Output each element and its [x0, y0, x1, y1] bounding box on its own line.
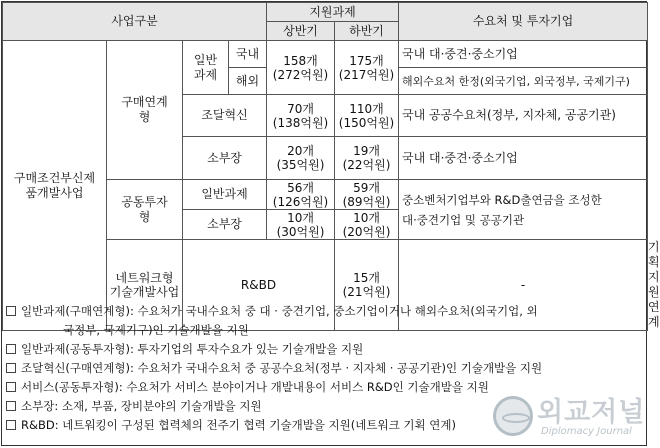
joint-materials-first-budget: (30억원)	[276, 224, 325, 239]
joint-demander-line1: 중소벤처기업부와 R&D출연금을 조성한	[402, 192, 602, 207]
joint-materials-second-half	[335, 210, 399, 240]
note-item	[2, 397, 647, 416]
note-text: 일반과제(공동투자형): 투자기업의 투자수요가 있는 기술개발을 지원	[21, 342, 364, 356]
note-item	[2, 340, 647, 359]
network-label-line1: 네트워크형	[115, 271, 174, 285]
purchase-materials-first-count: 20개	[287, 144, 314, 158]
network-first-count: 15개	[353, 271, 380, 285]
support-table: 사업구분 지원과제 수요처 및 투자기업 상반기 하반기 구매조건부신제품개발사업 구매연계형 일반과제 국내 158개 (272억원) 175개 (217억원) 국내 대·중견·중소기업 해외 해외수요처 한정(외국기업, 외국정부, 국제기구) 조달혁신 70개 (138억원) 110개 (150억원) 국내 공공수요처(정부, 지자체, 공공기관) 소부장 20개 (35억원) 19개 (22억원) 국내 대·중견·중소기업 공동투자형 일반과제 56개 (126억원) 59개 (89억원) 중소벤처기업부와 R&D출연금을 조성한 대·중견기업 및 공공기관 소부장 10개 (30억원) 10개 (20억원) 네트워크형 기술개발사업 R&BD 15개 (21억원) - 기획지원 연계	[2, 2, 648, 331]
square-bullet-icon	[6, 306, 16, 316]
joint-materials-second-budget: (20억원)	[342, 224, 391, 239]
domestic-label: 국내	[229, 41, 267, 68]
program-main-label: 구매조건부신제품개발사업	[3, 41, 107, 331]
note-item	[2, 416, 647, 435]
procurement-second-count: 110개	[349, 101, 384, 116]
network-label-line2: 기술개발사업	[109, 285, 180, 299]
domestic-second-half	[335, 41, 399, 95]
square-bullet-icon	[6, 363, 16, 373]
joint-general-first-budget: (126억원)	[272, 194, 329, 209]
purchase-materials-second-half	[335, 137, 399, 180]
note-text: 서비스(공동투자형): 수요처가 서비스 분야이거나 개발내용이 서비스 R&D인 기술개발을 지원	[21, 380, 489, 394]
purchase-materials-second-count: 19개	[353, 144, 380, 158]
note-text: 국정부, 국제기구)인 기술개발을 지원	[63, 323, 249, 337]
header-first-half: 상반기	[267, 22, 335, 41]
notes-list	[2, 302, 647, 435]
domestic-demander: 국내 대·중견·중소기업	[399, 41, 648, 68]
purchase-linked-label: 구매연계형	[107, 41, 183, 180]
procurement-second-budget: (150억원)	[338, 115, 395, 130]
joint-demander-line2: 대·중견기업 및 공공기관	[402, 212, 525, 227]
note-item-continuation	[2, 321, 647, 340]
header-second-half: 하반기	[335, 22, 399, 41]
procurement-first-half	[267, 95, 335, 137]
note-item	[2, 378, 647, 397]
domestic-second-budget: (217억원)	[338, 67, 395, 82]
procurement-first-budget: (138억원)	[272, 115, 329, 130]
domestic-second-count: 175개	[349, 53, 384, 68]
square-bullet-icon	[6, 344, 16, 354]
domestic-first-budget: (272억원)	[272, 67, 329, 82]
overseas-label: 해외	[229, 68, 267, 95]
procurement-label: 조달혁신	[183, 95, 267, 137]
joint-materials-first-count: 10개	[287, 210, 314, 225]
square-bullet-icon	[6, 420, 16, 430]
note-text: 소부장: 소재, 부품, 장비분야의 기술개발을 지원	[21, 399, 262, 413]
procurement-demander: 국내 공공수요처(정부, 지자체, 공공기관)	[399, 95, 648, 137]
document-frame	[1, 1, 660, 446]
purchase-materials-first-half	[267, 137, 335, 180]
joint-general-first-half	[267, 180, 335, 210]
note-text: 조달혁신(구매연계형): 수요처가 국내수요처 중 공공수요처(정부 · 지자체 · 공공기관)인 기술개발을 지원	[21, 361, 543, 375]
joint-materials-second-count: 10개	[353, 210, 380, 225]
joint-materials-first-half	[267, 210, 335, 240]
note-text: 일반과제(구매연계형): 수요처가 국내수요처 중 대 · 중견기업, 중소기업이거나 해외수요처(외국기업, 외	[21, 304, 538, 318]
square-bullet-icon	[6, 382, 16, 392]
watermark-name-en: Diplomacy Journal	[541, 426, 632, 437]
purchase-materials-first-budget: (35억원)	[276, 158, 325, 172]
note-item	[2, 359, 647, 378]
network-second-half: -	[399, 240, 648, 331]
square-bullet-icon	[6, 401, 16, 411]
note-text: R&BD: 네트워킹이 구성된 협력체의 전주기 협력 기술개발을 지원(네트워크 기획 연계)	[21, 418, 456, 432]
procurement-second-half	[335, 95, 399, 137]
note-item	[2, 302, 647, 321]
general-task-label: 일반과제	[183, 41, 229, 95]
header-support-tasks: 지원과제	[267, 3, 399, 22]
header-business-category: 사업구분	[3, 3, 267, 41]
joint-general-second-budget: (89억원)	[342, 194, 391, 209]
joint-materials-label: 소부장	[183, 210, 267, 240]
joint-investment-label: 공동투자형	[107, 180, 183, 240]
joint-general-second-half	[335, 180, 399, 210]
domestic-first-half	[267, 41, 335, 95]
watermark-name-ko: 외교저널	[537, 397, 646, 428]
purchase-materials-label: 소부장	[183, 137, 267, 180]
overseas-demander: 해외수요처 한정(외국기업, 외국정부, 국제기구)	[399, 68, 648, 95]
joint-general-label: 일반과제	[183, 180, 267, 210]
purchase-materials-second-budget: (22억원)	[342, 158, 391, 172]
procurement-first-count: 70개	[287, 101, 314, 116]
joint-general-first-count: 56개	[287, 180, 314, 195]
joint-general-second-count: 59개	[353, 180, 380, 195]
network-type: R&BD	[183, 240, 335, 331]
domestic-first-count: 158개	[283, 53, 318, 68]
joint-demander	[399, 180, 648, 240]
purchase-materials-demander: 국내 대·중견·중소기업	[399, 137, 648, 180]
network-first-budget: (21억원)	[342, 285, 391, 299]
header-demanders-investors: 수요처 및 투자기업	[399, 3, 648, 41]
